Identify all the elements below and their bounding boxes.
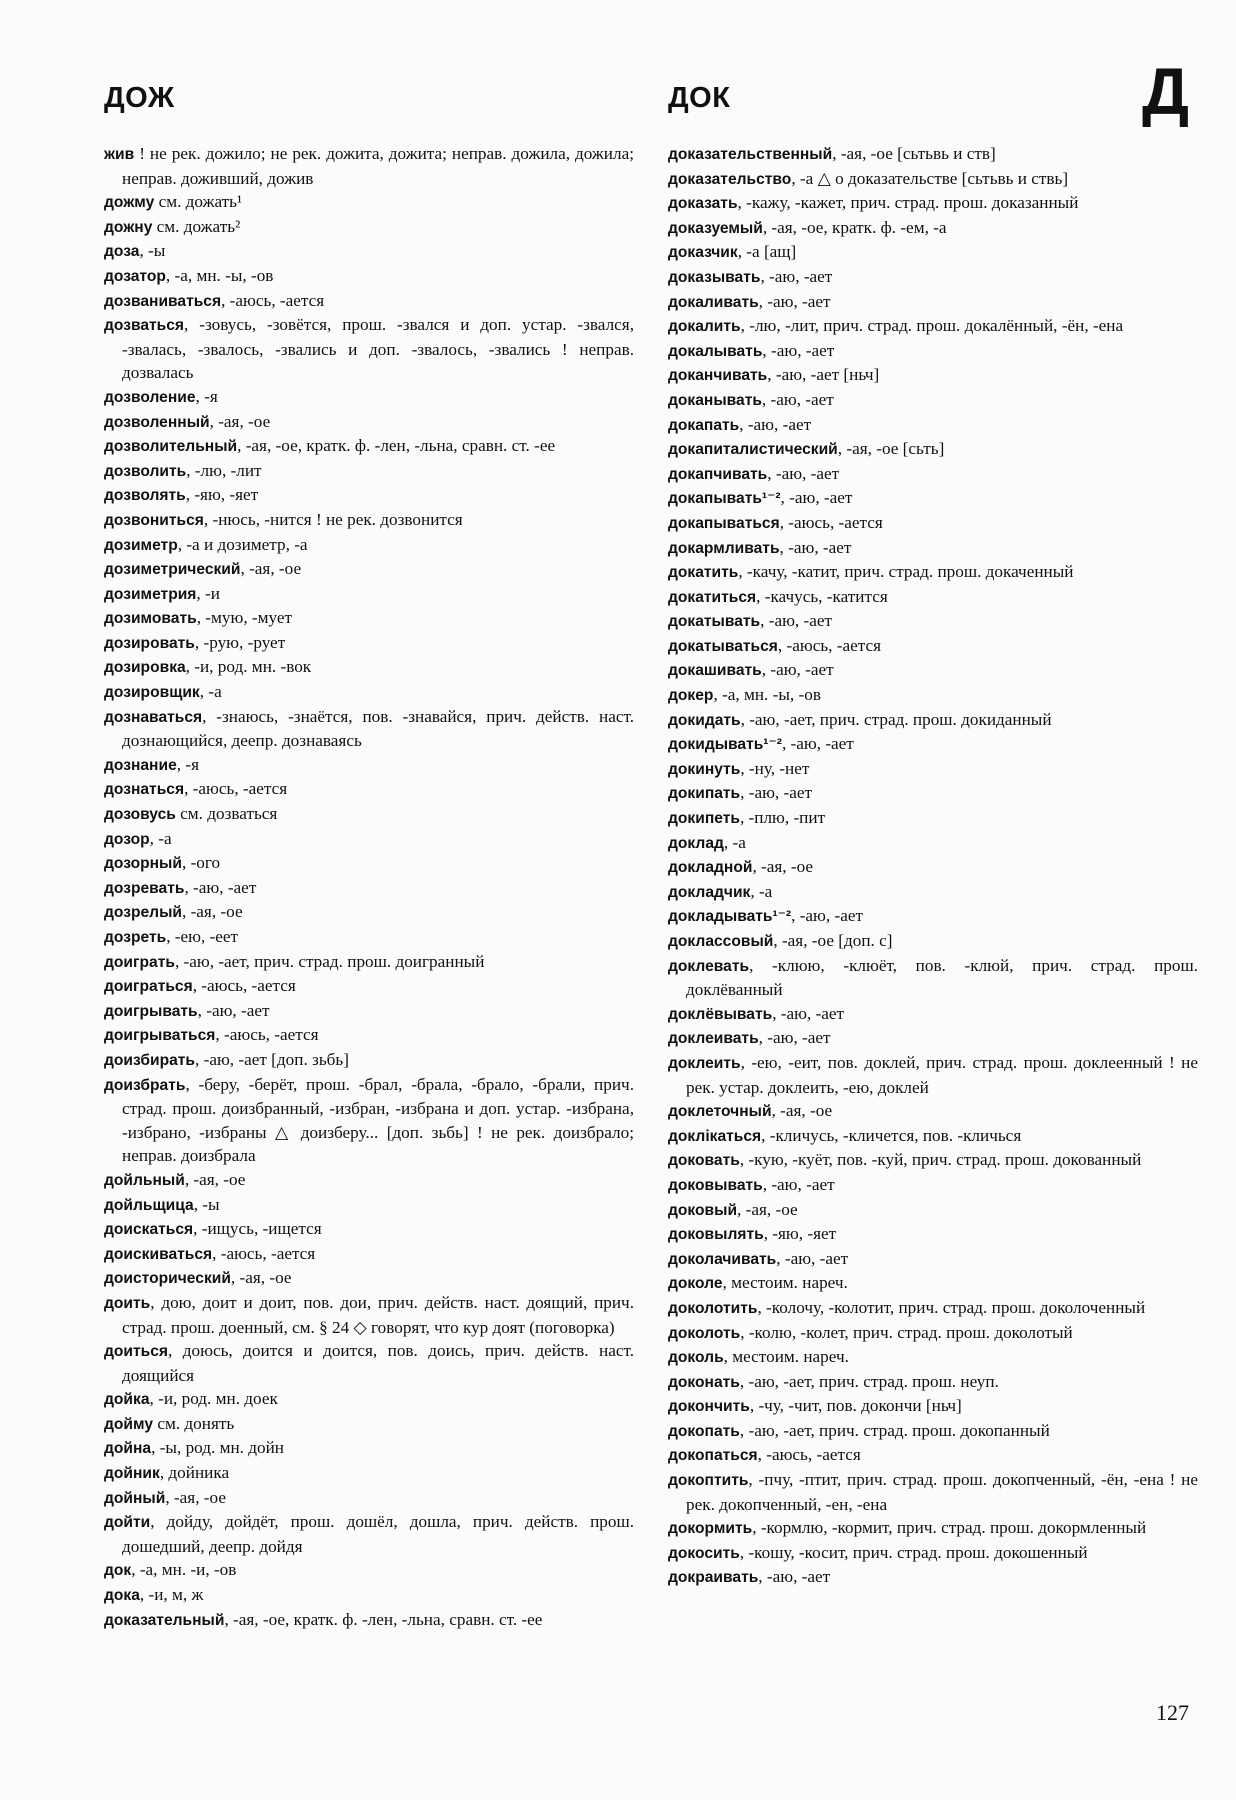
dictionary-entry: дойльный, -ая, -ое	[104, 1169, 246, 1189]
dictionary-entry: дозваниваться, -аюсь, -ается	[104, 290, 325, 310]
dictionary-entry: доказчик, -а [ащ]	[668, 242, 797, 262]
dictionary-entry: дозвониться, -нюсь, -нится ! не рек. дозвонится	[104, 509, 463, 529]
dictionary-entry: доисторический, -ая, -ое	[104, 1268, 292, 1288]
dictionary-entry: дознаваться, -знаюсь, -знаётся, пов. -знавайся, прич. действ. наст. дознающийся, деепр. дознаваясь	[104, 706, 634, 751]
dictionary-entry: доклёвывать, -аю, -ает	[668, 1003, 845, 1023]
dictionary-entry: докидать, -аю, -ает, прич. страд. прош. докиданный	[668, 709, 1052, 729]
dictionary-entry: доискиваться, -аюсь, -ается	[104, 1243, 316, 1263]
dictionary-entry: дозировщик, -а	[104, 682, 222, 702]
dictionary-entry: докипеть, -плю, -пит	[668, 808, 826, 828]
dictionary-entry: докладчик, -а	[668, 881, 773, 901]
dictionary-entry: доигрывать, -аю, -ает	[104, 1000, 270, 1020]
dictionary-entry: докормить, -кормлю, -кормит, прич. страд. прош. докормленный	[668, 1518, 1147, 1538]
dictionary-entry: докоптить, -пчу, -птит, прич. страд. прош. докопченный, -ён, -ена ! не рек. докопченный, -ен, -ена	[668, 1470, 1198, 1514]
dictionary-entry: доказуемый, -ая, -ое, кратк. ф. -ем, -а	[668, 217, 947, 237]
dictionary-entry: докосить, -кошу, -косит, прич. страд. прош. докошенный	[668, 1542, 1088, 1562]
dictionary-entry: доискаться, -ищусь, -ищется	[104, 1219, 322, 1239]
left-column	[104, 142, 634, 1632]
running-head-right: ДОК	[668, 82, 731, 114]
dictionary-entry: дозорный, -ого	[104, 853, 221, 873]
dictionary-entry: доиграться, -аюсь, -ается	[104, 976, 296, 996]
dictionary-entry: док, -а, мн. -и, -ов	[104, 1560, 237, 1580]
dictionary-entry: доклеить, -ею, -еит, пов. доклей, прич. страд. прош. доклеенный ! не рек. устар. доклеить, -ею, доклей	[668, 1052, 1198, 1097]
dictionary-entry: жив ! не рек. дожило; не рек. дожита, дожита; неправ. дожила, дожила; неправ. доживший, дожив	[104, 144, 634, 188]
dictionary-entry: докладной, -ая, -ое	[668, 857, 814, 877]
dictionary-entry: докашивать, -аю, -ает	[668, 660, 834, 680]
dictionary-entry: дозатор, -а, мн. -ы, -ов	[104, 265, 274, 285]
dictionary-entry: докалить, -лю, -лит, прич. страд. прош. докалённый, -ён, -ена	[668, 316, 1124, 336]
dictionary-entry: докладывать¹⁻², -аю, -ает	[668, 906, 863, 926]
dictionary-entry: дозовусь см. дозваться	[104, 804, 278, 824]
dictionary-entry: дойна, -ы, род. мн. дойн	[104, 1438, 285, 1458]
dictionary-entry: дознание, -я	[104, 754, 199, 774]
section-letter: Д	[1142, 54, 1190, 128]
dictionary-entry: докинуть, -ну, -нет	[668, 758, 810, 778]
dictionary-entry: доколачивать, -аю, -ает	[668, 1248, 849, 1268]
dictionary-entry: доказательный, -ая, -ое, кратк. ф. -лен, -льна, сравн. ст. -ее	[104, 1609, 543, 1629]
dictionary-entry: докатиться, -качусь, -катится	[668, 586, 888, 606]
dictionary-entry: дойник, дойника	[104, 1463, 230, 1483]
running-head-left: ДОЖ	[104, 82, 175, 114]
dictionary-entry: докалывать, -аю, -ает	[668, 340, 835, 360]
dictionary-entry: докапывать¹⁻², -аю, -ает	[668, 488, 853, 508]
dictionary-entry: дозволить, -лю, -лит	[104, 460, 262, 480]
page-number: 127	[1156, 1700, 1189, 1725]
dictionary-entry: дожну см. дожать²	[104, 216, 241, 236]
dictionary-entry: дозволение, -я	[104, 386, 218, 406]
dictionary-entry: доклеивать, -аю, -ает	[668, 1028, 831, 1048]
dictionary-entry: докатываться, -аюсь, -ается	[668, 635, 881, 655]
dictionary-entry: дойму см. донять	[104, 1413, 235, 1433]
dictionary-entry: дозволять, -яю, -яет	[104, 485, 259, 505]
dictionary-entry: дозваться, -зовусь, -зовётся, прош. -звался и доп. устар. -звался, -звалась, -звалось, -звались и доп. -звалось, -звались ! неправ. дозвалась	[104, 315, 634, 383]
dictionary-entry: дозировка, -и, род. мн. -вок	[104, 657, 312, 677]
dictionary-entry: доклікаться, -кличусь, -кличется, пов. -кличься	[668, 1125, 1022, 1145]
dictionary-entry: доказывать, -аю, -ает	[668, 266, 833, 286]
dictionary-entry: докармливать, -аю, -ает	[668, 537, 852, 557]
dictionary-entry: доканывать, -аю, -ает	[668, 389, 834, 409]
dictionary-entry: докатывать, -аю, -ает	[668, 611, 833, 631]
dictionary-entry: доза, -ы	[104, 241, 166, 261]
dictionary-entry: доковый, -ая, -ое	[668, 1199, 798, 1219]
dictionary-entry: доканчивать, -аю, -ает [ньч]	[668, 365, 880, 385]
dictionary-entry: дойка, -и, род. мн. доек	[104, 1389, 278, 1409]
dictionary-entry: дойти, дойду, дойдёт, прош. дошёл, дошла, прич. действ. прош. дошедший, деепр. дойдя	[104, 1512, 634, 1556]
dictionary-entry: доконать, -аю, -ает, прич. страд. прош. неуп.	[668, 1371, 999, 1391]
dictionary-entry: доковылять, -яю, -яет	[668, 1224, 837, 1244]
dictionary-entry: докидывать¹⁻², -аю, -ает	[668, 734, 854, 754]
dictionary-entry: дозволительный, -ая, -ое, кратк. ф. -лен, -льна, сравн. ст. -ее	[104, 436, 556, 456]
dictionary-entry: докраивать, -аю, -ает	[668, 1567, 831, 1587]
dictionary-entry: доизбрать, -беру, -берёт, прош. -брал, -брала, -брало, -брали, прич. страд. прош. доизбранный, -избран, -избрана и доп. устар. -избрана, -избрано, -избраны △ доизберу... [доп. зьбь] ! не рек. доизбрало; неправ. доизбрала	[104, 1074, 634, 1166]
dictionary-entry: доколь, местоим. нареч.	[668, 1347, 849, 1367]
dictionary-entry: доизбирать, -аю, -ает [доп. зьбь]	[104, 1049, 349, 1069]
dictionary-entry: дознаться, -аюсь, -ается	[104, 779, 288, 799]
dictionary-entry: дозрелый, -ая, -ое	[104, 902, 243, 922]
dictionary-entry: докапчивать, -аю, -ает	[668, 463, 840, 483]
dictionary-entry: доклевать, -клюю, -клюёт, пов. -клюй, прич. страд. прош. доклёванный	[668, 955, 1198, 1000]
dictionary-entry: докаливать, -аю, -ает	[668, 291, 831, 311]
dictionary-entry: доиграть, -аю, -ает, прич. страд. прош. доигранный	[104, 951, 485, 971]
dictionary-entry: доколоть, -колю, -колет, прич. страд. прош. доколотый	[668, 1322, 1073, 1342]
dictionary-entry: доклеточный, -ая, -ое	[668, 1101, 833, 1121]
dictionary-entry: дойльщица, -ы	[104, 1194, 220, 1214]
dictionary-entry: доколотить, -колочу, -колотит, прич. страд. прош. доколоченный	[668, 1297, 1146, 1317]
right-column	[668, 142, 1198, 1590]
dictionary-entry: докапываться, -аюсь, -ается	[668, 512, 883, 532]
dictionary-entry: доказательство, -а △ о доказательстве [сьтьвь и ствь]	[668, 168, 1069, 188]
dictionary-entry: докласcовый, -ая, -ое [доп. с]	[668, 931, 893, 950]
dictionary-entry: доколе, местоим. нареч.	[668, 1273, 848, 1293]
dictionary-entry: докопаться, -аюсь, -ается	[668, 1445, 861, 1465]
dictionary-entry: доклад, -а	[668, 832, 746, 852]
dictionary-entry: дозимовать, -мую, -мует	[104, 608, 293, 628]
dictionary-entry: докапиталистический, -ая, -ое [сьть]	[668, 439, 945, 459]
dictionary-entry: доказать, -кажу, -кажет, прич. страд. прош. доказанный	[668, 193, 1079, 213]
dictionary-entry: дозреть, -ею, -еет	[104, 927, 239, 946]
dictionary-entry: докопать, -аю, -ает, прич. страд. прош. докопанный	[668, 1420, 1050, 1440]
dictionary-entry: дозволенный, -ая, -ое	[104, 411, 271, 431]
dictionary-entry: доиться, доюсь, доится и доится, пов. доись, прич. действ. наст. доящийся	[104, 1341, 634, 1385]
dictionary-entry: докер, -а, мн. -ы, -ов	[668, 685, 821, 705]
dictionary-entry: докапать, -аю, -ает	[668, 414, 812, 434]
dictionary-entry: докончить, -чу, -чит, пов. докончи [ньч]	[668, 1396, 962, 1416]
dictionary-entry: дозор, -а	[104, 828, 172, 848]
dictionary-entry: дозиметрический, -ая, -ое	[104, 559, 302, 579]
dictionary-entry: дозировать, -рую, -рует	[104, 632, 286, 652]
dictionary-entry: доковать, -кую, -куёт, пов. -куй, прич. страд. прош. докованный	[668, 1150, 1142, 1170]
dictionary-entry: докипать, -аю, -ает	[668, 783, 813, 803]
dictionary-entry: дозревать, -аю, -ает	[104, 877, 257, 897]
dictionary-entry: доигрываться, -аюсь, -ается	[104, 1025, 319, 1045]
dictionary-entry: доковывать, -аю, -ает	[668, 1174, 835, 1194]
dictionary-entry: доказательственный, -ая, -ое [сьтьвь и ств]	[668, 144, 996, 163]
dictionary-entry: дожму см. дожать¹	[104, 192, 243, 212]
dictionary-entry: доить, дою, доит и доит, пов. дои, прич. действ. наст. доящий, прич. страд. прош. доенный, см. § 24 ◇ говорят, что кур доят (поговорка)	[104, 1292, 634, 1337]
dictionary-entry: докатить, -качу, -катит, прич. страд. прош. докаченный	[668, 562, 1074, 582]
dictionary-entry: дока, -и, м, ж	[104, 1585, 204, 1605]
dictionary-entry: дозиметрия, -и	[104, 583, 220, 603]
dictionary-entry: дойный, -ая, -ое	[104, 1487, 226, 1507]
dictionary-entry: дозиметр, -а и дозиметр, -а	[104, 534, 308, 554]
